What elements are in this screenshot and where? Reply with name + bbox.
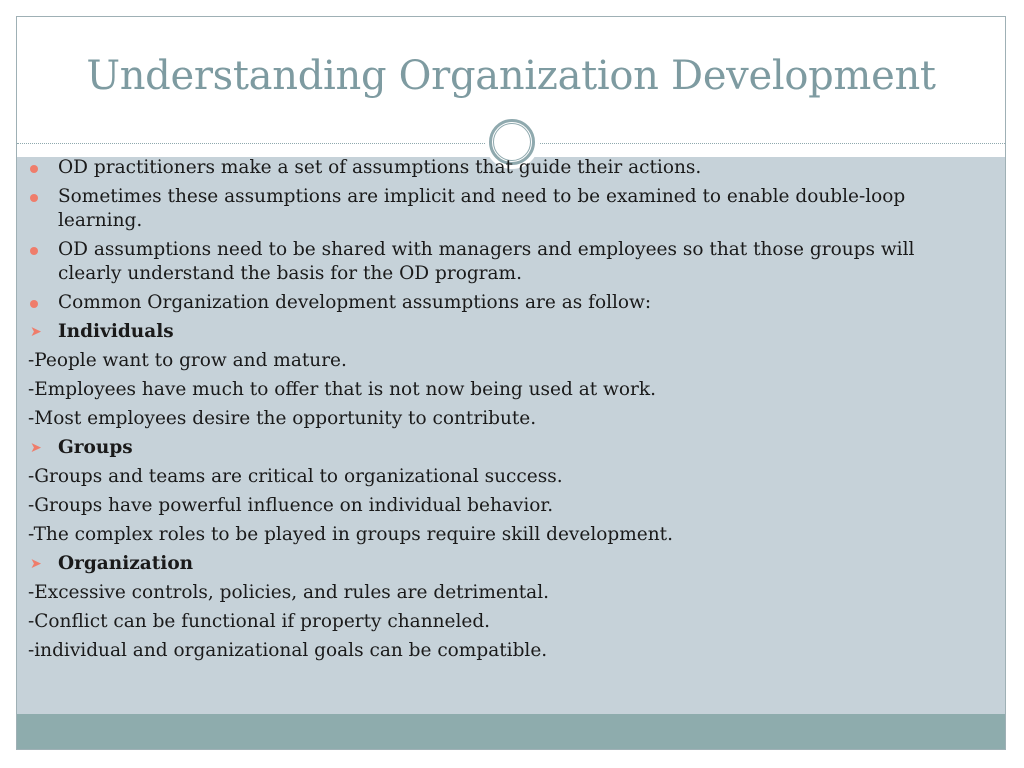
- bullet-text: Sometimes these assumptions are implicit and need to be examined to enable double-loop learning.: [58, 186, 906, 231]
- section-heading-individuals: [24, 320, 924, 344]
- assumption-line: -The complex roles to be played in groups require skill development.: [28, 524, 673, 545]
- round-bullet-icon: [30, 247, 38, 255]
- section-heading-text: Organization: [58, 553, 194, 574]
- bullet-text: OD assumptions need to be shared with managers and employees so that those groups will clearly understand the basis for the OD program.: [58, 239, 915, 284]
- bullet-text: Common Organization development assumptions are as follow:: [58, 292, 652, 313]
- bullet-item: [24, 238, 924, 286]
- bullet-item: [24, 185, 924, 233]
- section-heading-text: Individuals: [58, 321, 174, 342]
- arrowhead-icon: ➤: [30, 556, 42, 572]
- round-bullet-icon: [30, 194, 38, 202]
- footer-band: [17, 714, 1005, 749]
- arrowhead-icon: ➤: [30, 440, 42, 456]
- assumption-line: -individual and organizational goals can be compatible.: [28, 640, 548, 661]
- arrowhead-icon: ➤: [30, 324, 42, 340]
- slide-body: [24, 156, 924, 668]
- section-heading-organization: [24, 552, 924, 576]
- section-heading-text: Groups: [58, 437, 133, 458]
- bullet-item: [24, 291, 924, 315]
- round-bullet-icon: [30, 165, 38, 173]
- assumption-line: -Employees have much to offer that is not now being used at work.: [28, 379, 656, 400]
- bullet-item: [24, 156, 924, 180]
- assumption-line: -Most employees desire the opportunity to contribute.: [28, 408, 537, 429]
- round-bullet-icon: [30, 300, 38, 308]
- assumption-line: -Conflict can be functional if property channeled.: [28, 611, 491, 632]
- bullet-text: OD practitioners make a set of assumptions that guide their actions.: [58, 157, 702, 178]
- assumption-line: -People want to grow and mature.: [28, 350, 347, 371]
- assumption-line: -Groups have powerful influence on individual behavior.: [28, 495, 554, 516]
- section-heading-groups: [24, 436, 924, 460]
- assumption-line: -Groups and teams are critical to organizational success.: [28, 466, 563, 487]
- assumption-line: -Excessive controls, policies, and rules are detrimental.: [28, 582, 549, 603]
- slide-title: Understanding Organization Development: [86, 53, 936, 99]
